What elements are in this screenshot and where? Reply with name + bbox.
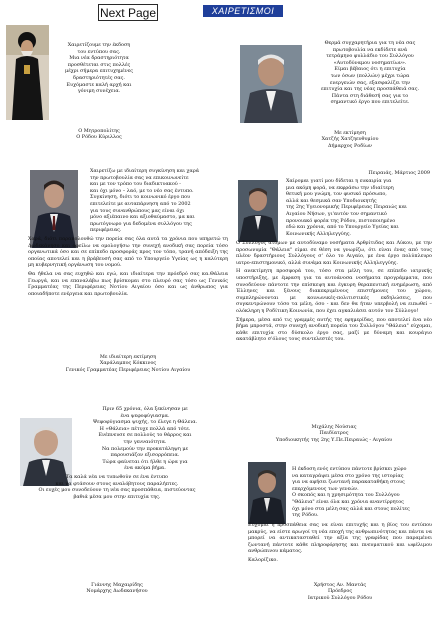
secretary-general-body: Χαρά, διότι παρακολουθώ την πορεία σας όλα αυτά τα χρόνια που υπηρετώ τη Δωδεκάνησο και οφείλω να ομολογήσω την συνεχή ανοδική σας πορεία τόσο οργανωτικά όσο και σε επίπεδο προσφοράς προς τον τόπο, τρανή απόδειξη της οποίας αποτελεί και η βράβευσή σας από το Υπουργείο Υγείας ως η καλύτερη μη κυβερνητική οργάνωση του νομού. Θα ήθελα να σας ευχηθώ και εγώ, και ιδιαίτερα την πρόεδρό σας κα.Θάλεια Γεωργά, και να επαναλάβω πως βρίσκομαι στο πλευρό σας τόσο ως Γενικός Γραμματέας της Περιφέρειας Νοτίου Αιγαίου όσο και ως άνθρωπος για οποιαδήποτε ενέργεια και πρωτοβουλία.: [28, 236, 228, 297]
prefect-greeting-end: Τα καλά νέα να τυπωθούν σε ένα έντυπο και να φτάσουν στους αναλόβητους παραλήπτες. Οι ευχές μου συνοδεύουν τη νέα σας προσπάθεια, πιστεύοντας βαθιά μέσα μου στην επιτυχία της.: [38, 474, 196, 500]
deputy-governor-photo: [238, 180, 278, 242]
medical-association-body: Εύχομαι η προσπάθεια σας να είναι επιτυχής και η βίος του εντύπου μακρύς, να είστε αρωγοί τη νέα εποχή της ανθρωπινότητας και πάντα να μπορεί να αντικατασταθεί την αξία της γραφίδας που παραμένει ζωντανή πάντοτε κάθε πληροφόρησης και πνευματικού και ωφέλιμου ανθρώπινου κάματος. Καλορίζικο.: [248, 522, 432, 563]
medical-association-signature: Χρήστος Αν. Μαντάς Πρόεδρος Ιατρικού Συλλόγου Ρόδου: [307, 582, 373, 601]
metropolitan-greeting: Χαιρετίζουμε την έκδοση του εντύπου σας. Μια νέα δραστηριότητα προσθέτεται στις πολλές μέχρι σήμερα επιτυχημένες δραστηριότητές σας. Ευχόμαστε καλή αρχή και γόνιμη συνέχεια.: [65, 42, 133, 95]
secretary-general-lead: Χαιρετίζω με ιδιαίτερη συγκίνηση και χαρά την πρωτοβουλία σας να επικοινωνείτε και με τον τρόπο του διαδικτυακού - και όχι μόνο – λαό, με το νέο σας έντυπο. Συγκίνηση, διότι το κοινωνικό έργο που επιτελείτε με αυταπάρνηση από το 2002 για τους συνανθρώπους μας είναι όχι μόνο αξιέπαινο και αξιοθαύμαστο, μα και πρωτόγνωρο για δεδομένα συλλόγου της περιφέρειας.: [90, 168, 200, 234]
prefect-signature: Γιάννης Μαχαιρίδης Νομάρχης Δωδεκανήσου: [86, 582, 148, 595]
mayor-greeting: Θερμά συγχαρητήρια για τη νέα σας πρωτοβουλία να εκδίδετε ανά τετράμηνο φυλλάδιο του Συλλόγου «Αυτοδύναμου νοσηματίων». Είμαι βέβαιος ότι η επιτυχία των όσων (πολλών) μέχρι τώρα ενεργειών σας, εξασφαλίζει την επιτυχία και της νέας προσπάθειά σας. Πάντα στη διάθεσή σας για το σημαντικό έργο που επιτελείτε.: [320, 40, 420, 106]
metropolitan-signature: Ο Μητροπολίτης Ο Ρόδου Κύριλλος: [76, 128, 122, 141]
deputy-governor-signature: Μιχάλης Νούσιας Παιδίατρος Υποδιοικητής της 2ης Υ.Πε.Πειραιώς - Αιγαίου: [275, 424, 393, 443]
page-title: ΧΑΙΡΕΤΙΣΜΟΙ: [203, 5, 283, 17]
deputy-governor-body: Ο Σύλλογος ατόμων με αυτοδύναμο νοσήματα Αρθρίτιδας και Λύκου, με την προσωνυμία "Θάλεια" είμαι σε θέση να γνωρίζω, ότι είναι ένας από τους πλέον δραστήριους Συλλόγους σ' όλο το Αιγαίο, με ένα έργο πολύπλευρο ιατρο-επιστημονικό, αλλά συνάμα και Κοινωνικής Αλληλεγγύης. Η ανεκτίμητη προσφορά του, τόσο στα μέλη του, σε επίπεδο ιατρικής υποστήριξης, με έμφαση για τα αυτοάνοσα νοσήματα προγράμματα, που συνοδεύουν πάντοτε την επίσκεψη και έγκυρη θεραπευτική ενημέρωση, από Έλληνες και ξένους διακεκριμένους επιστήμονες του χώρου, συμπληρώνονται με κοινωνικές-πολιτιστικές εκδηλώσεις, που συγκεντρώνουν τόσο τα μέλη, όσο - και δεν θα ήταν υπερβολή να ειπωθεί – ολόκληρη η Ροδίτικη Κοινωνία, που έχει αγκαλιάσει αυτόν τον Σύλλογο! Σήμερα, μέσα από τις γραμμές αυτής της εφημερίδας, που αποτελεί ένα νέο βήμα μπροστά, στην συνεχή ανοδική πορεία του Συλλόγου "Θάλεια" εύχομαι, κάθε επιτυχία στο δύσκολο έργο σας, μαζί με δύναμη και κουράγιο ακατάβλητο σ'όλους τους συντελεστές του.: [236, 240, 432, 343]
medical-association-photo: [248, 462, 286, 524]
deputy-governor-dateline: Πειραιάς, Μάρτιος 2009: [368, 170, 430, 176]
secretary-general-signature: Με ιδιαίτερη εκτίμηση Χαράλαμπος Κόκκινος Γενικός Γραμματέας Περιφέρειας Νοτίου Αιγαίου: [65, 354, 191, 373]
next-page-button[interactable]: Next Page: [99, 6, 157, 20]
metropolitan-photo: [6, 25, 49, 120]
deputy-governor-lead: Χαίρομαι γιατί μου δίδεται η ευκαιρία για μια ακόμη φορά, να εκφράσω την ιδιαίτερη θετική μου γνώμη, τον φυσικό πρόσωπο, αλλά και θεσμικά σαν Υποδιοικητής της 2ης Υγειονομικής Περιφέρειας Πειραιώς και Αιγαίου Νήσων, γι'αυτόν τον σημαντικό προνοιακό φορέα της Ρόδου, πιστοποιημένο εδώ και χρόνια, από το Υπουργείο Υγείας και Κοινωνικής Αλληλεγγύης.: [286, 178, 407, 237]
prefect-greeting: Πριν 65 χρόνια, όλα ξεκίνησαν με ένα ψεφοφύγιασμα. Ψεφοφύγιασμα ψυχής, το έλεγε η Θάλεια. Η «Θάλεια» πέτυχε πολλά από τότε. Ενέπνευσε σε πολλούς το θάρρος και την γενναιότητα. Να πολεμούν την προκατάληψη με παρουσιάζον εξισορρόπεια. Τώρα φαίνεται ότι ήλθε η ώρα για ένα ακόμα βήμα.: [92, 406, 198, 472]
medical-association-lead: Η έκδοση ενός εντύπου πάντοτε βρίσκει χώρο να καταγράψει μέσα στο χρόνο της ιστορίας για να αφήσει ζωντανή παρακαταθήκη στους επερχόμενους των γενεών. Ο σκοπός και η χρησιμότητα του Συλλόγου "Θάλεια" είναι όλα και χρόνια αναντίρρητος όχι μόνο στα μέλη σας αλλά και στους πολίτες της Ρόδου.: [292, 466, 410, 519]
mayor-photo: [240, 45, 302, 123]
mayor-signature: Με εκτίμηση Χατζής Χατζηευθυμίου Δήμαρχος Ροδίων: [321, 130, 379, 149]
